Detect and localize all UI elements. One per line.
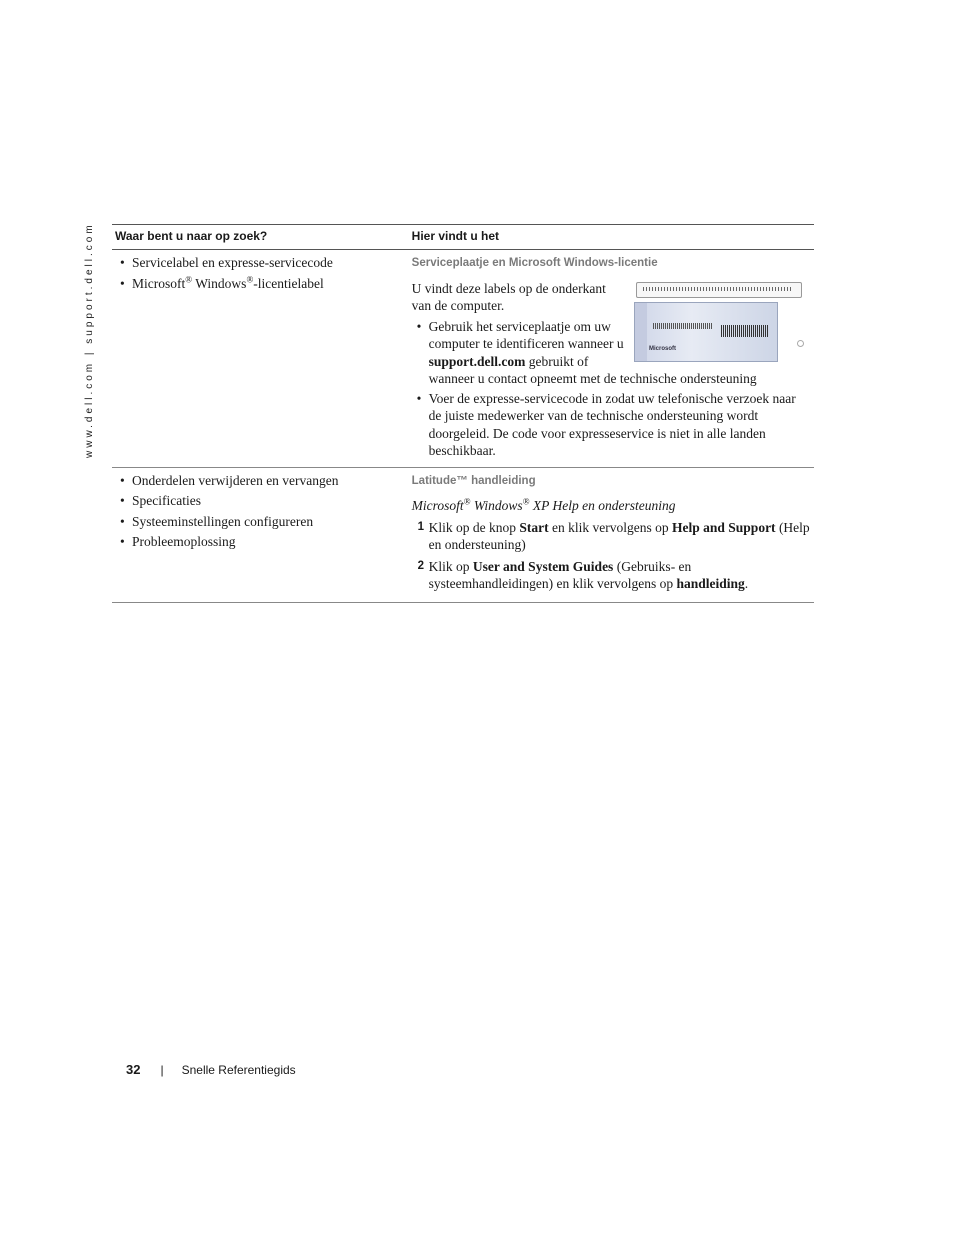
- list-item: • Gebruik het serviceplaatje om uw computer te identificeren wanneer u support.dell.com gebruikt of wanneer u contact opneemt met de technische ondersteuning: [412, 318, 810, 388]
- list-item: • Systeeminstellingen configureren: [115, 513, 405, 531]
- page-footer: [126, 1062, 296, 1077]
- list-item: • Voer de expresse-servicecode in zodat uw telefonische verzoek naar de juiste medewerker van de technische ondersteuning wordt doorgeleid. De code voor expresseservice is niet in alle landen beschikbaar.: [412, 390, 810, 460]
- help-subtitle: Microsoft® Windows® XP Help en ondersteuning: [411, 496, 676, 513]
- footer-separator: |: [160, 1062, 164, 1077]
- side-url: www.dell.com | support.dell.com: [84, 222, 95, 458]
- list-item: • Microsoft® Windows®-licentielabel: [115, 275, 405, 293]
- support-link-text: support.dell.com: [428, 353, 526, 369]
- label-location-text: U vindt deze labels op de onderkant van de computer.: [411, 280, 606, 313]
- row1-right-cell: [409, 250, 814, 468]
- step-item: 2 Klik op User and System Guides (Gebruiks- en systeemhandleidingen) en klik vervolgens op handleiding.: [417, 558, 749, 591]
- table-header-row: [112, 225, 814, 250]
- footer-title: Snelle Referentiegids: [181, 1062, 296, 1077]
- table-row: [112, 467, 814, 602]
- row2-left-cell: [112, 467, 409, 602]
- row1-right-list: [412, 318, 810, 460]
- list-item: • Probleemoplossing: [115, 533, 405, 551]
- list-item: • Specificaties: [115, 492, 405, 510]
- header-where-found: Hier vindt u het: [409, 225, 814, 250]
- microsoft-logo: Microsoft: [649, 346, 676, 352]
- table-row: [112, 250, 814, 468]
- info-table: [112, 224, 814, 603]
- section-title-latitude-guide: Latitude™ handleiding: [411, 474, 536, 487]
- page-number: 32: [126, 1062, 141, 1077]
- header-looking-for: Waar bent u naar op zoek?: [112, 225, 409, 250]
- list-item: • Servicelabel en expresse-servicecode: [115, 254, 405, 272]
- service-tag-sticker: [636, 282, 802, 298]
- row1-left-cell: [112, 250, 409, 468]
- section-title-service-label: Serviceplaatje en Microsoft Windows-licentie: [411, 257, 658, 269]
- list-item: • Onderdelen verwijderen en vervangen: [115, 472, 405, 490]
- row2-left-list: [115, 472, 405, 551]
- row1-left-list: [115, 254, 405, 292]
- row2-right-cell: [409, 467, 814, 602]
- step-item: 1 Klik op de knop Start en klik vervolgens op Help and Support (Help en ondersteuning): [417, 519, 810, 552]
- help-steps: [412, 519, 810, 593]
